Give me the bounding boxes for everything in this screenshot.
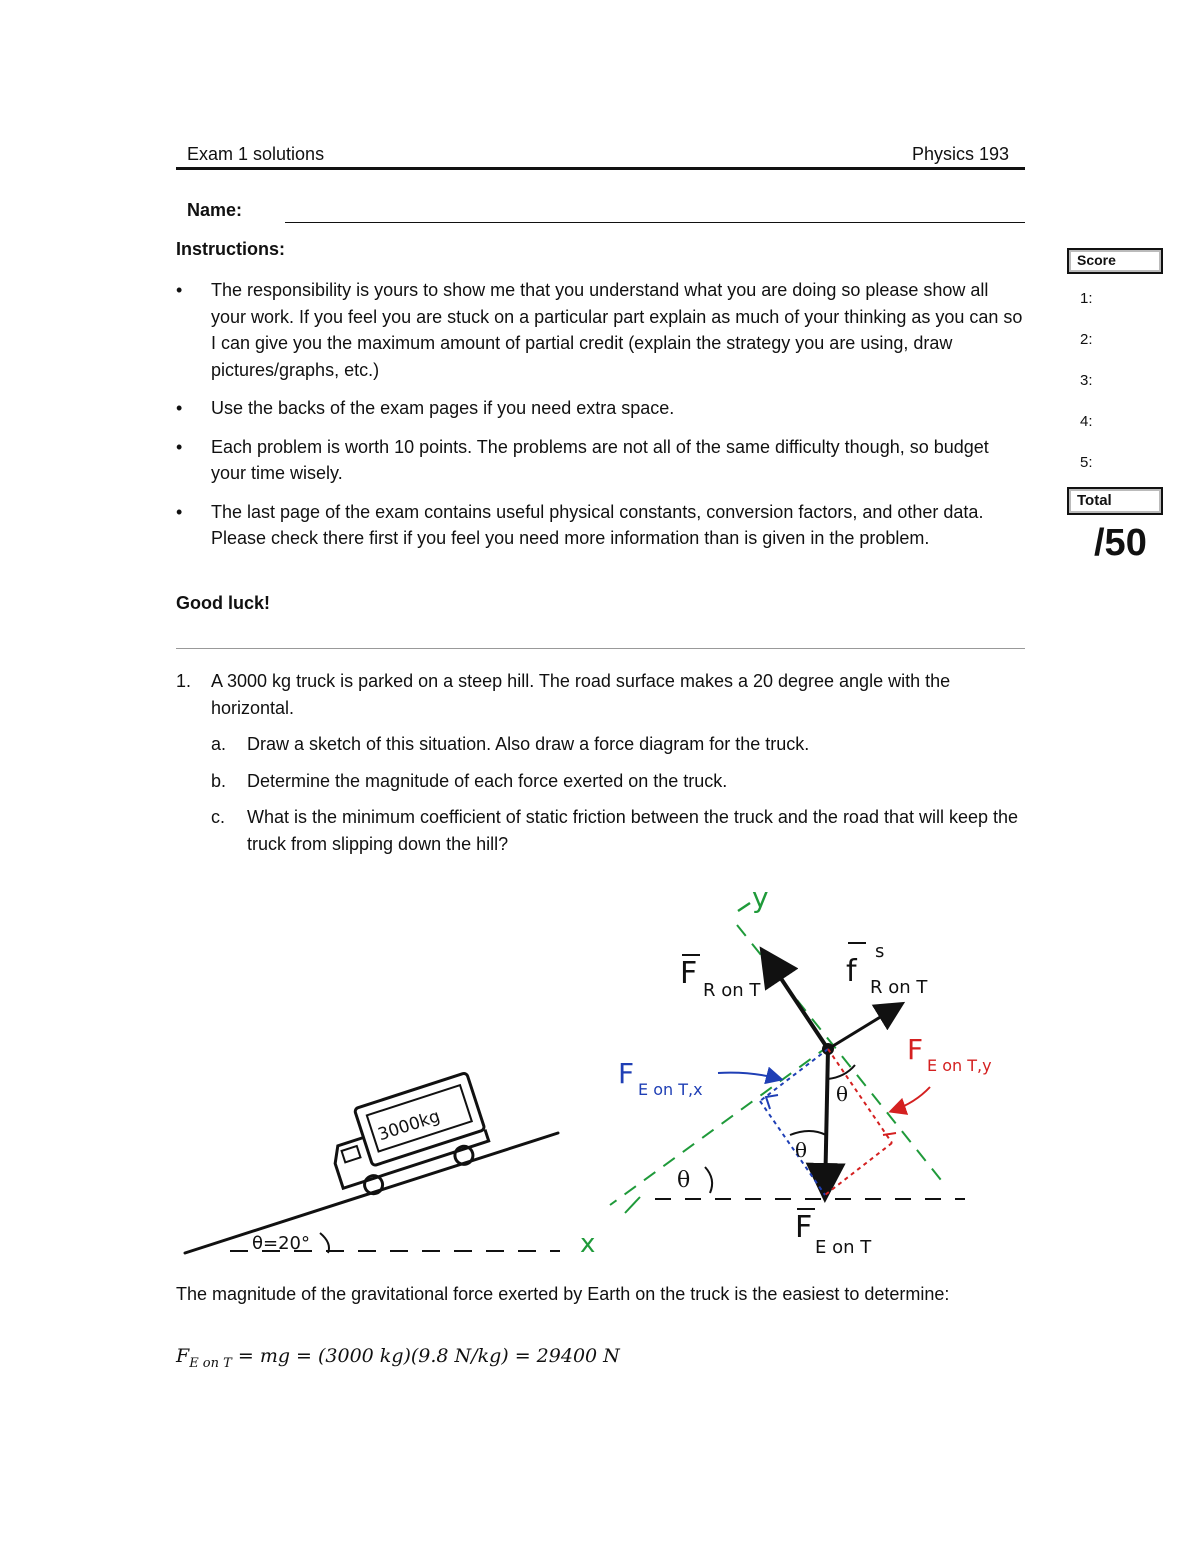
gravity-force-arrow: [825, 1049, 828, 1195]
x-component-label: F: [618, 1057, 635, 1090]
friction-force-superscript: s: [875, 941, 885, 962]
y-component-subscript: E on T,y: [927, 1056, 992, 1075]
x-component-subscript: E on T,x: [638, 1080, 703, 1099]
theta-label-lower: θ: [795, 1138, 808, 1162]
part-text: Draw a sketch of this situation. Also draw a force diagram for the truck.: [247, 734, 810, 754]
solution-text: The magnitude of the gravitational force exerted by Earth on the truck is the easiest to determine:: [176, 1284, 950, 1304]
problem-part-c: [211, 804, 1026, 857]
part-letter: a.: [211, 734, 227, 754]
name-label: Name:: [187, 200, 243, 220]
total-points: /50: [1094, 522, 1147, 564]
name-field-line: [285, 222, 1025, 223]
section-divider: [176, 648, 1025, 649]
theta-label-ground: θ: [677, 1168, 691, 1193]
instruction-item: • Use the backs of the exam pages if you need extra space.: [176, 395, 1026, 422]
angle-label: θ=20°: [252, 1233, 310, 1254]
normal-force-arrow: [764, 953, 828, 1049]
normal-force-label: F: [680, 956, 698, 991]
header-course-title: Exam 1 solutions: [187, 144, 325, 164]
equation-lhs: F: [176, 1345, 190, 1367]
score-header-box: Score: [1067, 248, 1163, 274]
normal-force-subscript: R on T: [703, 980, 761, 1001]
header-course-number: Physics 193: [912, 144, 1010, 164]
good-luck-text: Good luck!: [176, 593, 270, 613]
friction-force-label: f: [846, 954, 857, 989]
problem-part-a: [211, 731, 1026, 758]
gravity-force-label: F: [795, 1210, 813, 1245]
instruction-item: • Each problem is worth 10 points. The problems are not all of the same difficulty though, so budget your time wisely.: [176, 434, 1026, 487]
y-component-label: F: [907, 1033, 924, 1066]
score-line-1: 1:: [1080, 290, 1093, 307]
friction-force-subscript: R on T: [870, 977, 928, 998]
instruction-item: • The last page of the exam contains useful physical constants, conversion factors, and other data. Please check there first if you feel you need more information than is given in the problem.: [176, 499, 1026, 552]
truck-force-diagram: [170, 865, 992, 1265]
axes: [580, 881, 965, 1497]
score-line-3: 3:: [1080, 372, 1093, 389]
x-component-line: [760, 1049, 828, 1101]
force-labels: [618, 941, 992, 1258]
axis-x-label: x: [580, 1229, 596, 1259]
truck-label: 3000kg: [375, 1106, 443, 1146]
equation-lhs-subscript: E on T: [189, 1355, 232, 1371]
instruction-item: • The responsibility is yours to show me that you understand what you are doing so please show all your work. If you feel you are stuck on a particular part explain as much of your thinking as you can so I can give you the maximum amount of partial credit (explain the strategy you are using, draw pictures/graphs, etc.): [176, 277, 1026, 383]
gravity-force-subscript: E on T: [815, 1237, 872, 1258]
instructions-list: [176, 277, 1026, 564]
problem-number: 1.: [176, 671, 192, 691]
instructions-title: Instructions:: [176, 239, 286, 259]
part-text: Determine the magnitude of each force exerted on the truck.: [247, 770, 728, 791]
part-letter: c.: [211, 807, 226, 827]
part-text: What is the minimum coefficient of static friction between the truck and the road that will keep the truck from slipping down the hill?: [247, 807, 1019, 854]
problem-parts: [176, 731, 1026, 857]
part-letter: b.: [211, 770, 227, 791]
problem-text: A 3000 kg truck is parked on a steep hill. The road surface makes a 20 degree angle with the horizontal.: [211, 671, 951, 718]
friction-force-arrow: [828, 1005, 900, 1049]
header-divider: [176, 167, 1025, 170]
problem-1: [176, 668, 1026, 867]
problem-part-b: [211, 768, 1026, 795]
score-line-4: 4:: [1080, 413, 1093, 430]
gravity-equation: [176, 1345, 620, 1371]
score-line-5: 5:: [1080, 454, 1093, 471]
equation-rhs: = mg = (3000 kg)(9.8 N/kg) = 29400 N: [237, 1345, 620, 1367]
theta-label-upper: θ: [836, 1082, 849, 1106]
score-line-2: 2:: [1080, 331, 1093, 348]
total-header-box: Total: [1067, 487, 1163, 515]
axis-y-label: y: [752, 881, 769, 914]
